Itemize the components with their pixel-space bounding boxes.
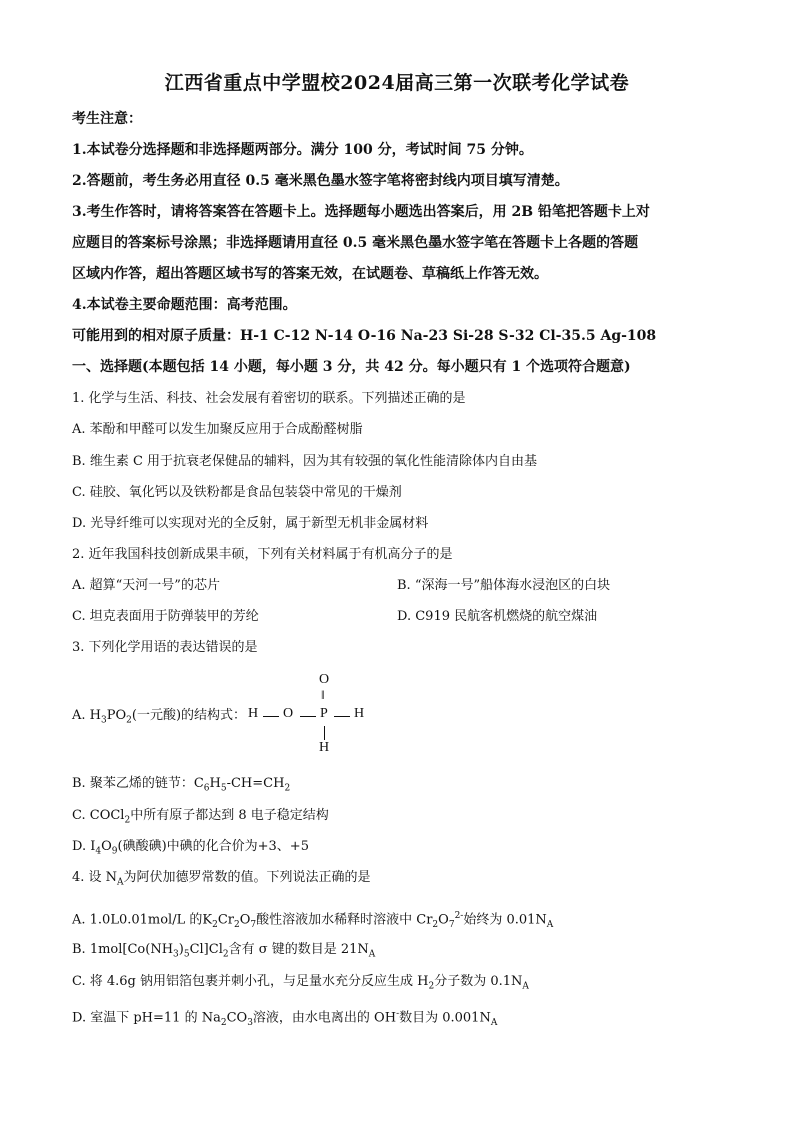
question-1-option-d: D. 光导纤维可以实现对光的全反射，属于新型无机非金属材料 xyxy=(72,516,429,531)
question-2-option-c: C. 坦克表面用于防弹装甲的芳纶 xyxy=(72,609,259,624)
notice-item-3-cont2: 区域内作答，超出答题区域书写的答案无效，在试题卷、草稿纸上作答无效。 xyxy=(72,266,548,282)
question-3-option-d: D. $I_4O_9$(碘酸碘)中碘的化合价为+3、+5 xyxy=(72,839,309,857)
atom-h-left: H xyxy=(248,706,259,721)
question-3-stem: 3. 下列化学用语的表达错误的是 xyxy=(72,640,258,655)
question-4-option-d: D. 室温下 pH=11 的 $Na_2CO_3$溶液，由水电离出的 OH-数目为 $0.001N_A$ xyxy=(72,1009,498,1028)
question-2-option-a: A. 超算“天河一号”的芯片 xyxy=(72,578,220,593)
question-3-option-c: C. COCl$_2$中所有原子都达到 8 电子稳定结构 xyxy=(72,808,329,826)
atom-o-middle: O xyxy=(283,706,294,721)
section-heading: 一、选择题(本题包括 14 小题，每小题 3 分，共 42 分。每小题只有 1 个选项符合题意) xyxy=(72,359,631,375)
atom-h-bottom: H xyxy=(319,740,330,755)
question-4-stem: 4. 设 $N_A$为阿伏加德罗常数的值。下列说法正确的是 xyxy=(72,870,371,888)
notice-item-4: 4.本试卷主要命题范围：高考范围。 xyxy=(72,297,297,313)
atom-h-right: H xyxy=(354,706,365,721)
page-title: 江西省重点中学盟校2024届高三第一次联考化学试卷 xyxy=(164,72,630,94)
question-2-stem: 2. 近年我国科技创新成果丰硕，下列有关材料属于有机高分子的是 xyxy=(72,547,453,562)
atom-p: P xyxy=(320,706,328,721)
question-2-option-b: B. “深海一号”船体海水浸泡区的白块 xyxy=(397,578,611,593)
atom-o-top: O xyxy=(319,672,330,687)
notice-item-1: 1.本试卷分选择题和非选择题两部分。满分 100 分，考试时间 75 分钟。 xyxy=(72,142,533,158)
bond-p-h xyxy=(334,716,350,717)
question-1-option-c: C. 硅胶、氧化钙以及铁粉都是食品包装袋中常见的干燥剂 xyxy=(72,485,402,500)
notice-heading: 考生注意： xyxy=(72,111,142,127)
question-1-option-a: A. 苯酚和甲醛可以发生加聚反应用于合成酚醛树脂 xyxy=(72,422,363,437)
h3po2-structural-formula xyxy=(248,672,378,762)
question-3-option-a: A. $H_3PO_2$(一元酸)的结构式： xyxy=(72,708,247,726)
question-1-stem: 1. 化学与生活、科技、社会发展有着密切的联系。下列描述正确的是 xyxy=(72,391,466,406)
question-2-option-d: D. C919 民航客机燃烧的航空煤油 xyxy=(397,609,598,624)
double-bond: ‖ xyxy=(321,687,325,702)
notice-item-3: 3.考生作答时，请将答案答在答题卡上。选择题每小题选出答案后，用 2B 铅笔把答题卡上对 xyxy=(72,204,650,220)
notice-item-2: 2.答题前，考生务必用直径 0.5 毫米黑色墨水签字笔将密封线内项目填写清楚。 xyxy=(72,173,569,189)
bond-h-o xyxy=(263,716,279,717)
bond-o-p xyxy=(300,716,316,717)
question-3-option-b: B. 聚苯乙烯的链节：$C_6H_5-CH=CH_2$ xyxy=(72,776,291,794)
notice-item-3-cont: 应题目的答案标号涂黑；非选择题请用直径 0.5 毫米黑色墨水签字笔在答题卡上各题的答题 xyxy=(72,235,639,251)
question-4-option-b: B. $1mol[Co(NH_3)_5Cl]Cl_2$含有 σ 键的数目是 $21N_A$ xyxy=(72,942,376,960)
question-4-option-c: C. 将 4.6g 钠用铝箔包裹并刺小孔，与足量水充分反应生成 $H_2$分子数为 $0.1N_A$ xyxy=(72,974,529,992)
atomic-mass-line: 可能用到的相对原子质量：H-1 C-12 N-14 O-16 Na-23 Si-28 S-32 Cl-35.5 Ag-108 xyxy=(72,328,657,344)
question-4-option-a: A. 1.0L0.01mol/L 的$K_2Cr_2O_7$酸性溶液加水稀释时溶液中 $Cr_2O_7^{2-}$始终为 $0.01N_A$ xyxy=(72,911,554,930)
question-1-option-b: B. 维生素 C 用于抗衰老保健品的辅料，因为其有较强的氧化性能清除体内自由基 xyxy=(72,454,538,469)
bond-p-h-down xyxy=(324,726,325,740)
